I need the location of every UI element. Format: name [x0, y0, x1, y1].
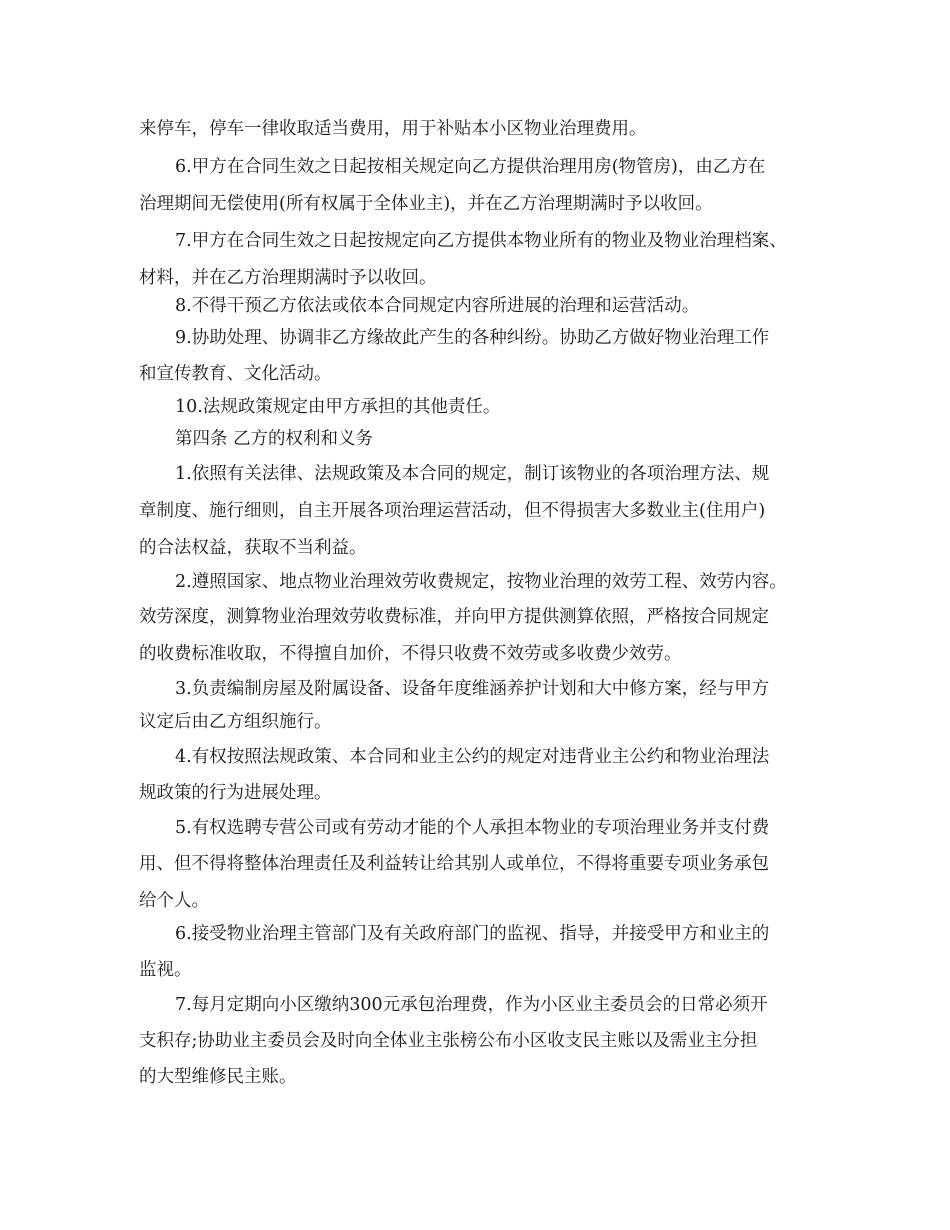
section-heading: 第四条 乙方的权利和义务 — [175, 429, 374, 449]
text-line: 的大型维修民主账。 — [139, 1067, 297, 1087]
text-line: 的收费标准收取，不得擅自加价，不得只收费不效劳或多收费少效劳。 — [139, 644, 682, 664]
text-line: 7.每月定期向小区缴纳300元承包治理费，作为小区业主委员会的日常必须开 — [175, 995, 768, 1015]
text-line: 效劳深度，测算物业治理效劳收费标准，并向甲方提供测算依照，严格按合同规定 — [139, 607, 769, 627]
text-line: 10.法规政策规定由甲方承担的其他责任。 — [175, 397, 501, 417]
text-line: 9.协助处理、协调非乙方缘故此产生的各种纠纷。协助乙方做好物业治理工作 — [175, 328, 770, 348]
text-line: 治理期间无偿使用(所有权属于全体业主)，并在乙方治理期满时予以收回。 — [139, 194, 713, 214]
text-line: 7.甲方在合同生效之日起按规定向乙方提供本物业所有的物业及物业治理档案、 — [175, 231, 787, 251]
text-line: 5.有权选聘专营公司或有劳动才能的个人承担本物业的专项治理业务并支付费 — [175, 818, 770, 838]
text-line: 支积存;协助业主委员会及时向全体业主张榜公布小区收支民主账以及需业主分担 — [139, 1031, 758, 1051]
text-line: 2.遵照国家、地点物业治理效劳收费规定，按物业治理的效劳工程、效劳内容。 — [175, 572, 787, 592]
text-line: 章制度、施行细则，自主开展各项治理运营活动，但不得损害大多数业主(住用户) — [139, 501, 766, 521]
text-line: 材料，并在乙方治理期满时予以收回。 — [139, 268, 437, 288]
text-line: 用、但不得将整体治理责任及利益转让给其别人或单位，不得将重要专项业务承包 — [139, 854, 769, 874]
text-line: 来停车，停车一律收取适当费用，用于补贴本小区物业治理费用。 — [139, 119, 647, 139]
text-line: 8.不得干预乙方依法或依本合同规定内容所进展的治理和运营活动。 — [175, 296, 700, 316]
text-line: 的合法权益，获取不当利益。 — [139, 538, 367, 558]
text-line: 规政策的行为进展处理。 — [139, 783, 332, 803]
text-line: 监视。 — [139, 960, 192, 980]
text-line: 4.有权按照法规政策、本合同和业主公约的规定对违背业主公约和物业治理法 — [175, 747, 770, 767]
text-line: 6.甲方在合同生效之日起按相关规定向乙方提供治理用房(物管房)，由乙方在 — [175, 157, 766, 177]
text-line: 6.接受物业治理主管部门及有关政府部门的监视、指导，并接受甲方和业主的 — [175, 924, 770, 944]
text-line: 给个人。 — [139, 891, 209, 911]
text-line: 议定后由乙方组织施行。 — [139, 712, 332, 732]
text-line: 和宣传教育、文化活动。 — [139, 364, 332, 384]
text-line: 3.负责编制房屋及附属设备、设备年度维涵养护计划和大中修方案，经与甲方 — [175, 679, 770, 699]
text-line: 1.依照有关法律、法规政策及本合同的规定，制订该物业的各项治理方法、规 — [175, 464, 770, 484]
